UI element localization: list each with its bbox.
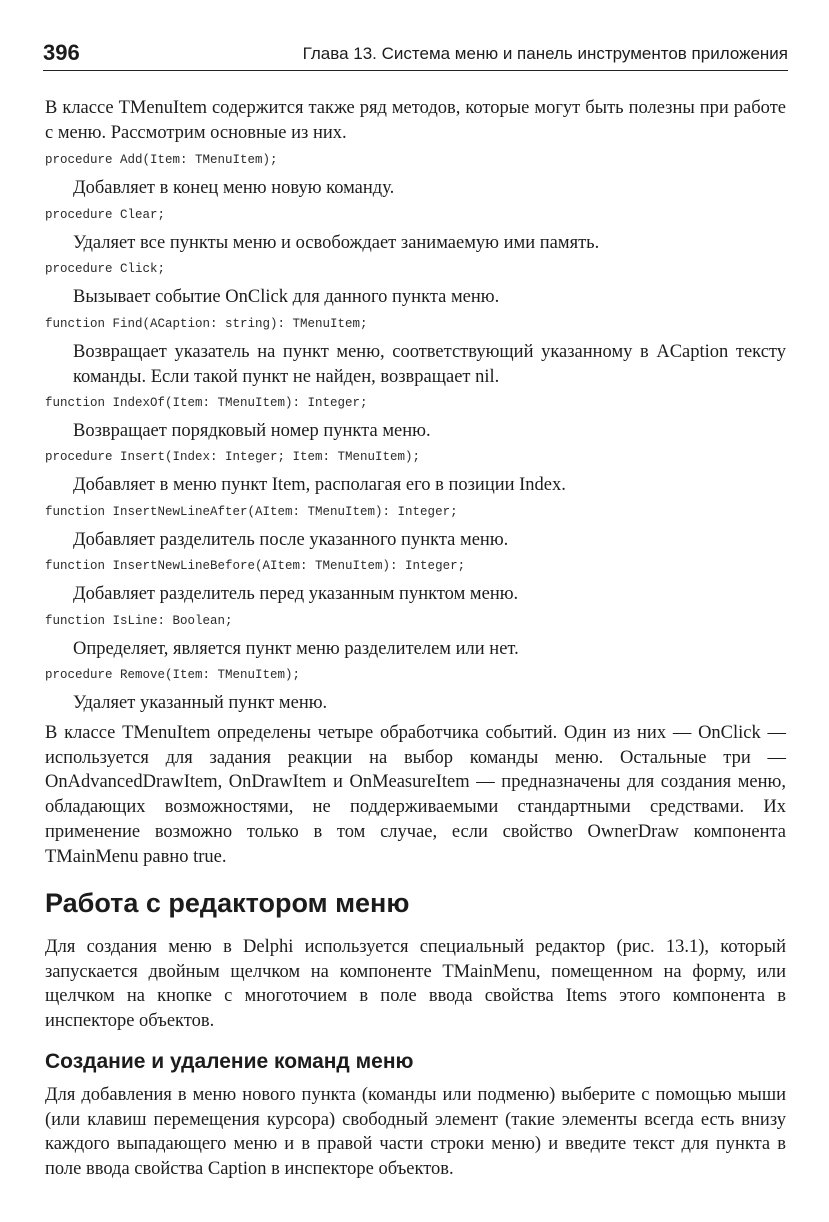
page-header — [43, 40, 788, 71]
page-number: 396 — [43, 40, 80, 65]
method-description-insertnewlinebefore: Добавляет разделитель перед указанным пунктом меню. — [73, 584, 519, 604]
section-heading: Работа с редактором меню — [45, 888, 410, 918]
method-signature-indexof: function IndexOf(Item: TMenuItem): Integer; — [45, 396, 368, 410]
subsection-paragraph: Для добавления в меню нового пункта (команды или подменю) выберите с помощью мыши (или клавиш перемещения курсора) свободный элемент (такие элементы всегда есть внизу каждого выпадающего меню и в правой части строки меню) и введите текст для пункта в поле ввода свойства Caption в инспекторе объектов. — [45, 1085, 786, 1180]
method-signature-insertnewlineafter: function InsertNewLineAfter(AItem: TMenuItem): Integer; — [45, 505, 458, 519]
chapter-title: Глава 13. Система меню и панель инструментов приложения — [302, 44, 788, 63]
method-description-clear: Удаляет все пункты меню и освобождает занимаемую ими память. — [73, 233, 600, 253]
method-signature-find: function Find(ACaption: string): TMenuItem; — [45, 317, 368, 331]
method-description-remove: Удаляет указанный пункт меню. — [73, 693, 328, 713]
method-signature-insertnewlinebefore: function InsertNewLineBefore(AItem: TMenuItem): Integer; — [45, 559, 466, 573]
method-signature-add: procedure Add(Item: TMenuItem); — [45, 153, 278, 167]
method-description-indexof: Возвращает порядковый номер пункта меню. — [73, 421, 431, 441]
section-paragraph: Для создания меню в Delphi используется специальный редактор (рис. 13.1), который запускается двойным щелчком на компоненте TMainMenu, помещенном на форму, или щелчком на кнопке с многоточием в поле ввода свойства Items этого компонента в инспекторе объектов. — [45, 937, 786, 1032]
method-signature-click: procedure Click; — [45, 262, 166, 276]
method-signature-isline: function IsLine: Boolean; — [45, 614, 233, 628]
method-description-click: Вызывает событие OnClick для данного пункта меню. — [73, 287, 500, 307]
method-description-add: Добавляет в конец меню новую команду. — [73, 178, 395, 198]
method-signature-remove: procedure Remove(Item: TMenuItem); — [45, 668, 301, 682]
method-description-find: Возвращает указатель на пункт меню, соответствующий указанному в ACaption тексту команды. Если такой пункт не найден, возвращает nil. — [73, 342, 786, 387]
intro-paragraph: В классе TMenuItem содержится также ряд методов, которые могут быть полезны при работе с меню. Рассмотрим основные из них. — [45, 98, 786, 143]
method-description-insert: Добавляет в меню пункт Item, располагая его в позиции Index. — [73, 475, 566, 495]
subsection-heading: Создание и удаление команд меню — [45, 1050, 414, 1073]
method-description-insertnewlineafter: Добавляет разделитель после указанного пункта меню. — [73, 530, 509, 550]
method-description-isline: Определяет, является пункт меню разделителем или нет. — [73, 639, 519, 659]
events-paragraph: В классе TMenuItem определены четыре обработчика событий. Один из них — OnClick — используется для задания реакции на выбор команды меню. Остальные три — OnAdvancedDrawItem, OnDrawItem и OnMeasureItem — предназначены для создания меню, обладающих возможностями, не поддерживаемыми стандартными средствами. Их применение возможно только в том случае, если свойство OwnerDraw компонента TMainMenu равно true. — [45, 723, 786, 867]
method-signature-clear: procedure Clear; — [45, 208, 166, 222]
method-signature-insert: procedure Insert(Index: Integer; Item: TMenuItem); — [45, 450, 421, 464]
